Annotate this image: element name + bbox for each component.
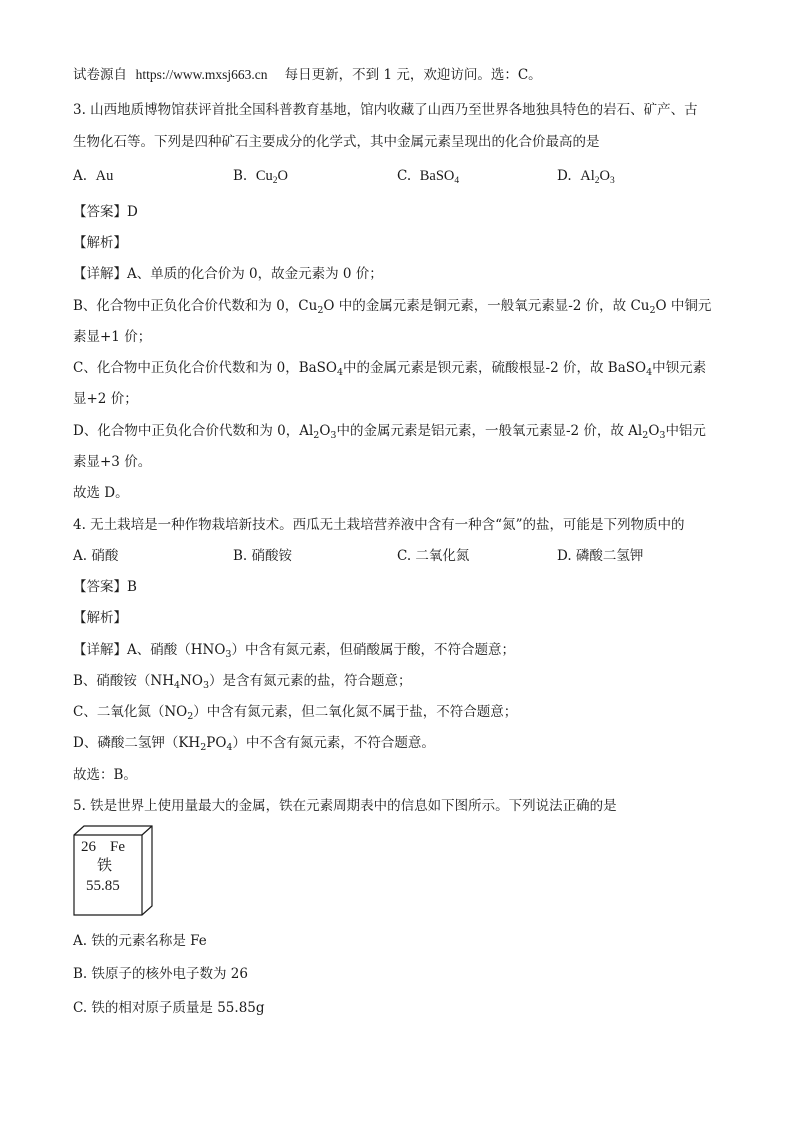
q3-option-a: A. Au bbox=[73, 168, 114, 184]
q3-detail-b-cont: 素显+1 价； bbox=[73, 329, 152, 345]
q4-option-c: C. 二氧化氮 bbox=[397, 548, 470, 564]
q3-detail-b: B、化合物中正负化合价代数和为 0，$Cu_2O$ 中的金属元素是铜元素，一般氧元素显-2 价，故 $Cu_2O$ 中铜元 bbox=[73, 298, 712, 316]
source-suffix: 每日更新，不到 1 元，欢迎访问。选：C。 bbox=[284, 67, 542, 83]
q5-option-c: C. 铁的相对原子质量是 55.85g bbox=[73, 1000, 265, 1016]
q4-detail-c: C、二氧化氮$(NO_2)$中含有氮元素，但二氧化氮不属于盐，不符合题意； bbox=[73, 704, 518, 722]
element-symbol: Fe bbox=[110, 839, 125, 855]
q3-detail-d: D、化合物中正负化合价代数和为 0，$Al_2O_3$中的金属元素是铝元素，一般氧元素显-2 价，故 $Al_2O_3$中铝元 bbox=[73, 423, 706, 441]
periodic-element-figure bbox=[73, 825, 173, 917]
q3-detail-d-cont: 素显+3 价。 bbox=[73, 454, 152, 470]
q5-stem: 5. 铁是世界上使用量最大的金属，铁在元素周期表中的信息如下图所示。下列说法正确的是 bbox=[73, 798, 617, 814]
q3-detail-c-cont: 显+2 价； bbox=[73, 391, 138, 407]
element-mass: 55.85 bbox=[86, 878, 120, 894]
q4-option-d: D. 磷酸二氢钾 bbox=[557, 548, 644, 564]
q5-option-b: B. 铁原子的核外电子数为 26 bbox=[73, 966, 248, 982]
q4-detail-b: B、硝酸铵$(NH_4NO_3)$是含有氮元素的盐，符合题意； bbox=[73, 673, 412, 691]
element-name: 铁 bbox=[97, 858, 113, 874]
q4-detail-a: 【详解】A、硝酸$(HNO_3)$中含有氮元素，但硝酸属于酸，不符合题意； bbox=[73, 642, 515, 660]
q3-stem-line1: 3. 山西地质博物馆获评首批全国科普教育基地，馆内收藏了山西乃至世界各地独具特色的岩石、矿产、古 bbox=[73, 102, 698, 118]
element-number: 26 bbox=[81, 839, 96, 855]
q5-option-a: A. 铁的元素名称是 Fe bbox=[73, 933, 207, 949]
q3-option-b: B. $Cu_2O$ bbox=[233, 168, 288, 186]
q4-conclusion: 故选：B。 bbox=[73, 767, 137, 783]
source-line bbox=[73, 65, 542, 85]
q4-detail-d: D、磷酸二氢钾$(KH_2PO_4)$中不含有氮元素，不符合题意。 bbox=[73, 735, 435, 753]
q4-answer: 【答案】B bbox=[73, 579, 137, 595]
source-prefix: 试卷源自 bbox=[73, 67, 127, 83]
q3-analysis-label: 【解析】 bbox=[73, 235, 127, 251]
q3-stem-line2: 生物化石等。下列是四种矿石主要成分的化学式，其中金属元素呈现出的化合价最高的是 bbox=[73, 134, 600, 150]
q4-stem: 4. 无土栽培是一种作物栽培新技术。西瓜无土栽培营养液中含有一种含“氮”的盐，可能是下列物质中的 bbox=[73, 517, 685, 533]
q4-option-a: A. 硝酸 bbox=[73, 548, 119, 564]
q3-option-c: C. BaSO$_4$ bbox=[397, 168, 460, 186]
q3-detail-c: C、化合物中正负化合价代数和为 0，BaSO$_4$中的金属元素是钡元素，硫酸根显-2 价，故 BaSO$_4$中钡元素 bbox=[73, 360, 707, 378]
q3-option-d: D. $Al_2O_3$ bbox=[557, 168, 615, 186]
q3-detail-a: 【详解】A、单质的化合价为 0，故金元素为 0 价； bbox=[73, 266, 383, 282]
q3-conclusion: 故选 D。 bbox=[73, 485, 129, 501]
source-url[interactable]: https://www.mxsj663.cn bbox=[135, 67, 268, 82]
q4-analysis-label: 【解析】 bbox=[73, 610, 127, 626]
q3-answer: 【答案】D bbox=[73, 204, 138, 220]
q4-option-b: B. 硝酸铵 bbox=[233, 548, 293, 564]
